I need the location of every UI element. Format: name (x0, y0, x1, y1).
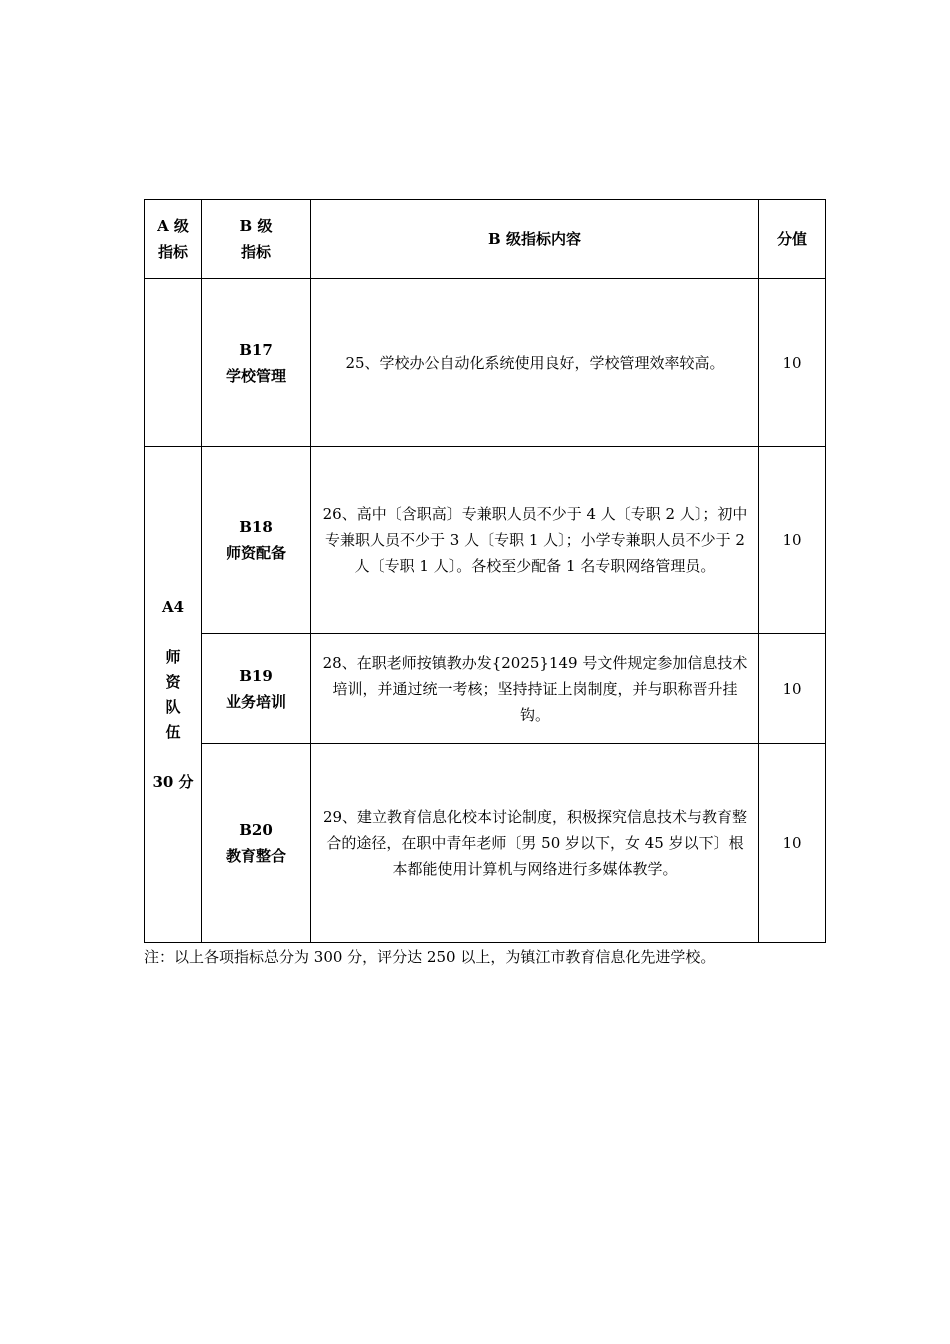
content-cell: 26、高中〔含职高〕专兼职人员不少于 4 人〔专职 2 人〕；初中专兼职人员不少于 3 人〔专职 1 人〕；小学专兼职人员不少于 2 人〔专职 1 人〕。各校至少配备 1 名专职网络管理员。 (311, 447, 759, 634)
b-level-cell (202, 447, 311, 634)
header-score: 分值 (759, 200, 826, 279)
a4-name-char: 师 (165, 647, 181, 666)
content-cell: 25、学校办公自动化系统使用良好，学校管理效率较高。 (311, 279, 759, 447)
b-level-code: B18 (239, 518, 273, 536)
score-cell: 10 (759, 447, 826, 634)
table-row-b19 (145, 634, 826, 744)
score-cell: 10 (759, 744, 826, 943)
score-cell: 10 (759, 634, 826, 744)
b-level-name: 教育整合 (225, 847, 286, 865)
a4-code: A4 (161, 597, 185, 616)
b-level-cell (202, 279, 311, 447)
b-level-code: B20 (239, 821, 273, 839)
b-level-name: 学校管理 (225, 366, 286, 385)
b-level-cell (202, 634, 311, 744)
header-content: B 级指标内容 (311, 200, 759, 279)
score-cell: 10 (759, 279, 826, 447)
a-level-empty-cell (145, 279, 202, 447)
a-level-cell-a4 (145, 447, 202, 943)
a4-points: 30 分 (152, 772, 194, 791)
header-a-level-line1: A 级 (157, 217, 189, 235)
b-level-name: 业务培训 (225, 692, 286, 711)
table-row-b18 (145, 447, 826, 634)
header-row (145, 200, 826, 279)
b-level-code: B17 (239, 340, 273, 359)
header-a-level-line2: 指标 (157, 243, 188, 261)
content-cell: 28、在职老师按镇教办发{2025}149 号文件规定参加信息技术培训，并通过统一考核；坚持持证上岗制度，并与职称晋升挂钩。 (311, 634, 759, 744)
header-b-level (202, 200, 311, 279)
table-row-b20 (145, 744, 826, 943)
header-b-level-line2: 指标 (240, 243, 271, 261)
b-level-name: 师资配备 (225, 544, 286, 562)
footnote: 注：以上各项指标总分为 300 分，评分达 250 以上，为镇江市教育信息化先进学校。 (144, 948, 716, 966)
content-cell: 29、建立教育信息化校本讨论制度，积极探究信息技术与教育整合的途径，在职中青年老师〔男 50 岁以下，女 45 岁以下〕根本都能使用计算机与网络进行多媒体教学。 (311, 744, 759, 943)
evaluation-table (144, 199, 826, 943)
b-level-cell (202, 744, 311, 943)
a4-name-char: 资 (165, 672, 181, 691)
table-row-b17 (145, 279, 826, 447)
b-level-code: B19 (239, 666, 273, 685)
header-b-level-line1: B 级 (239, 217, 273, 235)
a4-name-char: 伍 (165, 722, 181, 741)
header-a-level (145, 200, 202, 279)
a4-name-char: 队 (165, 697, 181, 716)
